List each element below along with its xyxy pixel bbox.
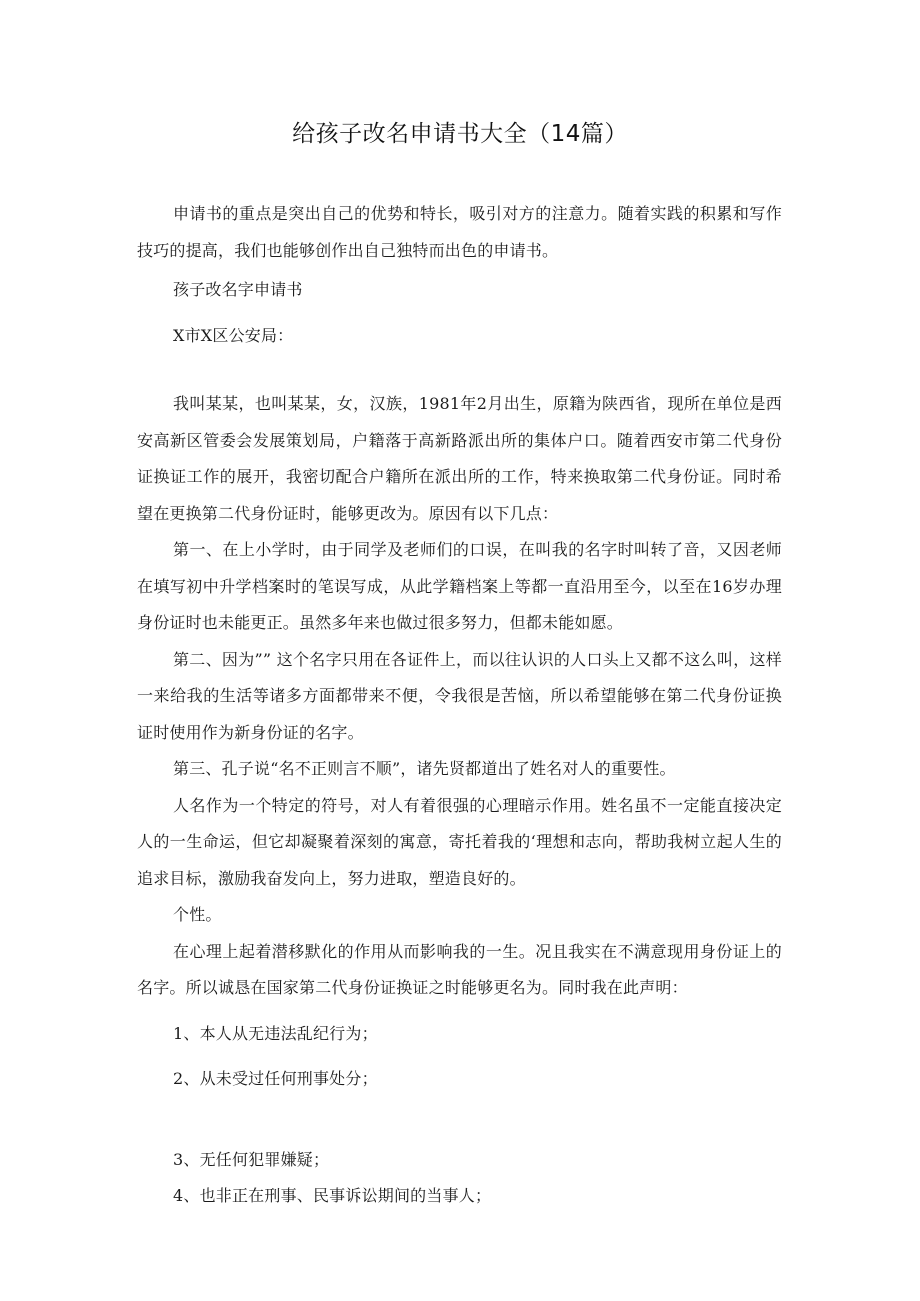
body-paragraph-request: 在心理上起着潜移默化的作用从而影响我的一生。况且我实在不满意现用身份证上的名字。所以诚恳在国家第二代身份证换证之时能够更名为。同时我在此声明： xyxy=(137,941,782,997)
body-paragraph-personality: 个性。 xyxy=(173,905,222,924)
body-paragraph-reason-3: 第三、孔子说“名不正则言不顺”，诸先贤都道出了姓名对人的重要性。 xyxy=(173,759,676,778)
letter-recipient: X市X区公安局： xyxy=(173,325,294,345)
document-title: 给孩子改名申请书大全（14篇） xyxy=(292,121,628,147)
declaration-item-3: 3、无任何犯罪嫌疑； xyxy=(173,1149,330,1169)
body-paragraph-reason-1: 第一、在上小学时，由于同学及老师们的口误，在叫我的名字时叫转了音，又因老师在填写初中升学档案时的笔误写成，从此学籍档案上等都一直沿用至今，以至在16岁办理身份证时也未能更正。虽然多年来也做过很多努力，但都未能如愿。 xyxy=(137,540,782,632)
body-paragraph-reason-2: 第二、因为”” 这个名字只用在各证件上，而以往认识的人口头上又都不这么叫，这样一来给我的生活等诸多方面都带来不便，令我很是苦恼，所以希望能够在第二代身份证换证时使用作为新身份证的名字。 xyxy=(137,649,782,742)
declaration-item-4: 4、也非正在刑事、民事诉讼期间的当事人； xyxy=(173,1186,492,1205)
declaration-item-2: 2、从未受过任何刑事处分； xyxy=(173,1069,378,1088)
declaration-item-1: 1、本人从无违法乱纪行为； xyxy=(173,1023,378,1043)
document-body xyxy=(137,196,782,1215)
body-paragraph-personal-info: 我叫某某，也叫某某，女，汉族，1981年2月出生，原籍为陕西省，现所在单位是西安高新区管委会发展策划局，户籍落于高新路派出所的集体户口。随着西安市第二代身份证换证工作的展开，我密切配合户籍所在派出所的工作，特来换取第二代身份证。同时希望在更换第二代身份证时，能够更改为。原因有以下几点： xyxy=(137,394,782,523)
letter-heading: 孩子改名字申请书 xyxy=(173,280,303,299)
body-paragraph-name-meaning: 人名作为一个特定的符号，对人有着很强的心理暗示作用。姓名虽不一定能直接决定人的一生命运，但它却凝聚着深刻的寓意，寄托着我的‘理想和志向，帮助我树立起人生的追求目标，激励我奋发向上，努力进取，塑造良好的。 xyxy=(137,795,782,888)
intro-paragraph: 申请书的重点是突出自己的优势和特长，吸引对方的注意力。随着实践的积累和写作技巧的提高，我们也能够创作出自己独特而出色的申请书。 xyxy=(137,204,782,260)
